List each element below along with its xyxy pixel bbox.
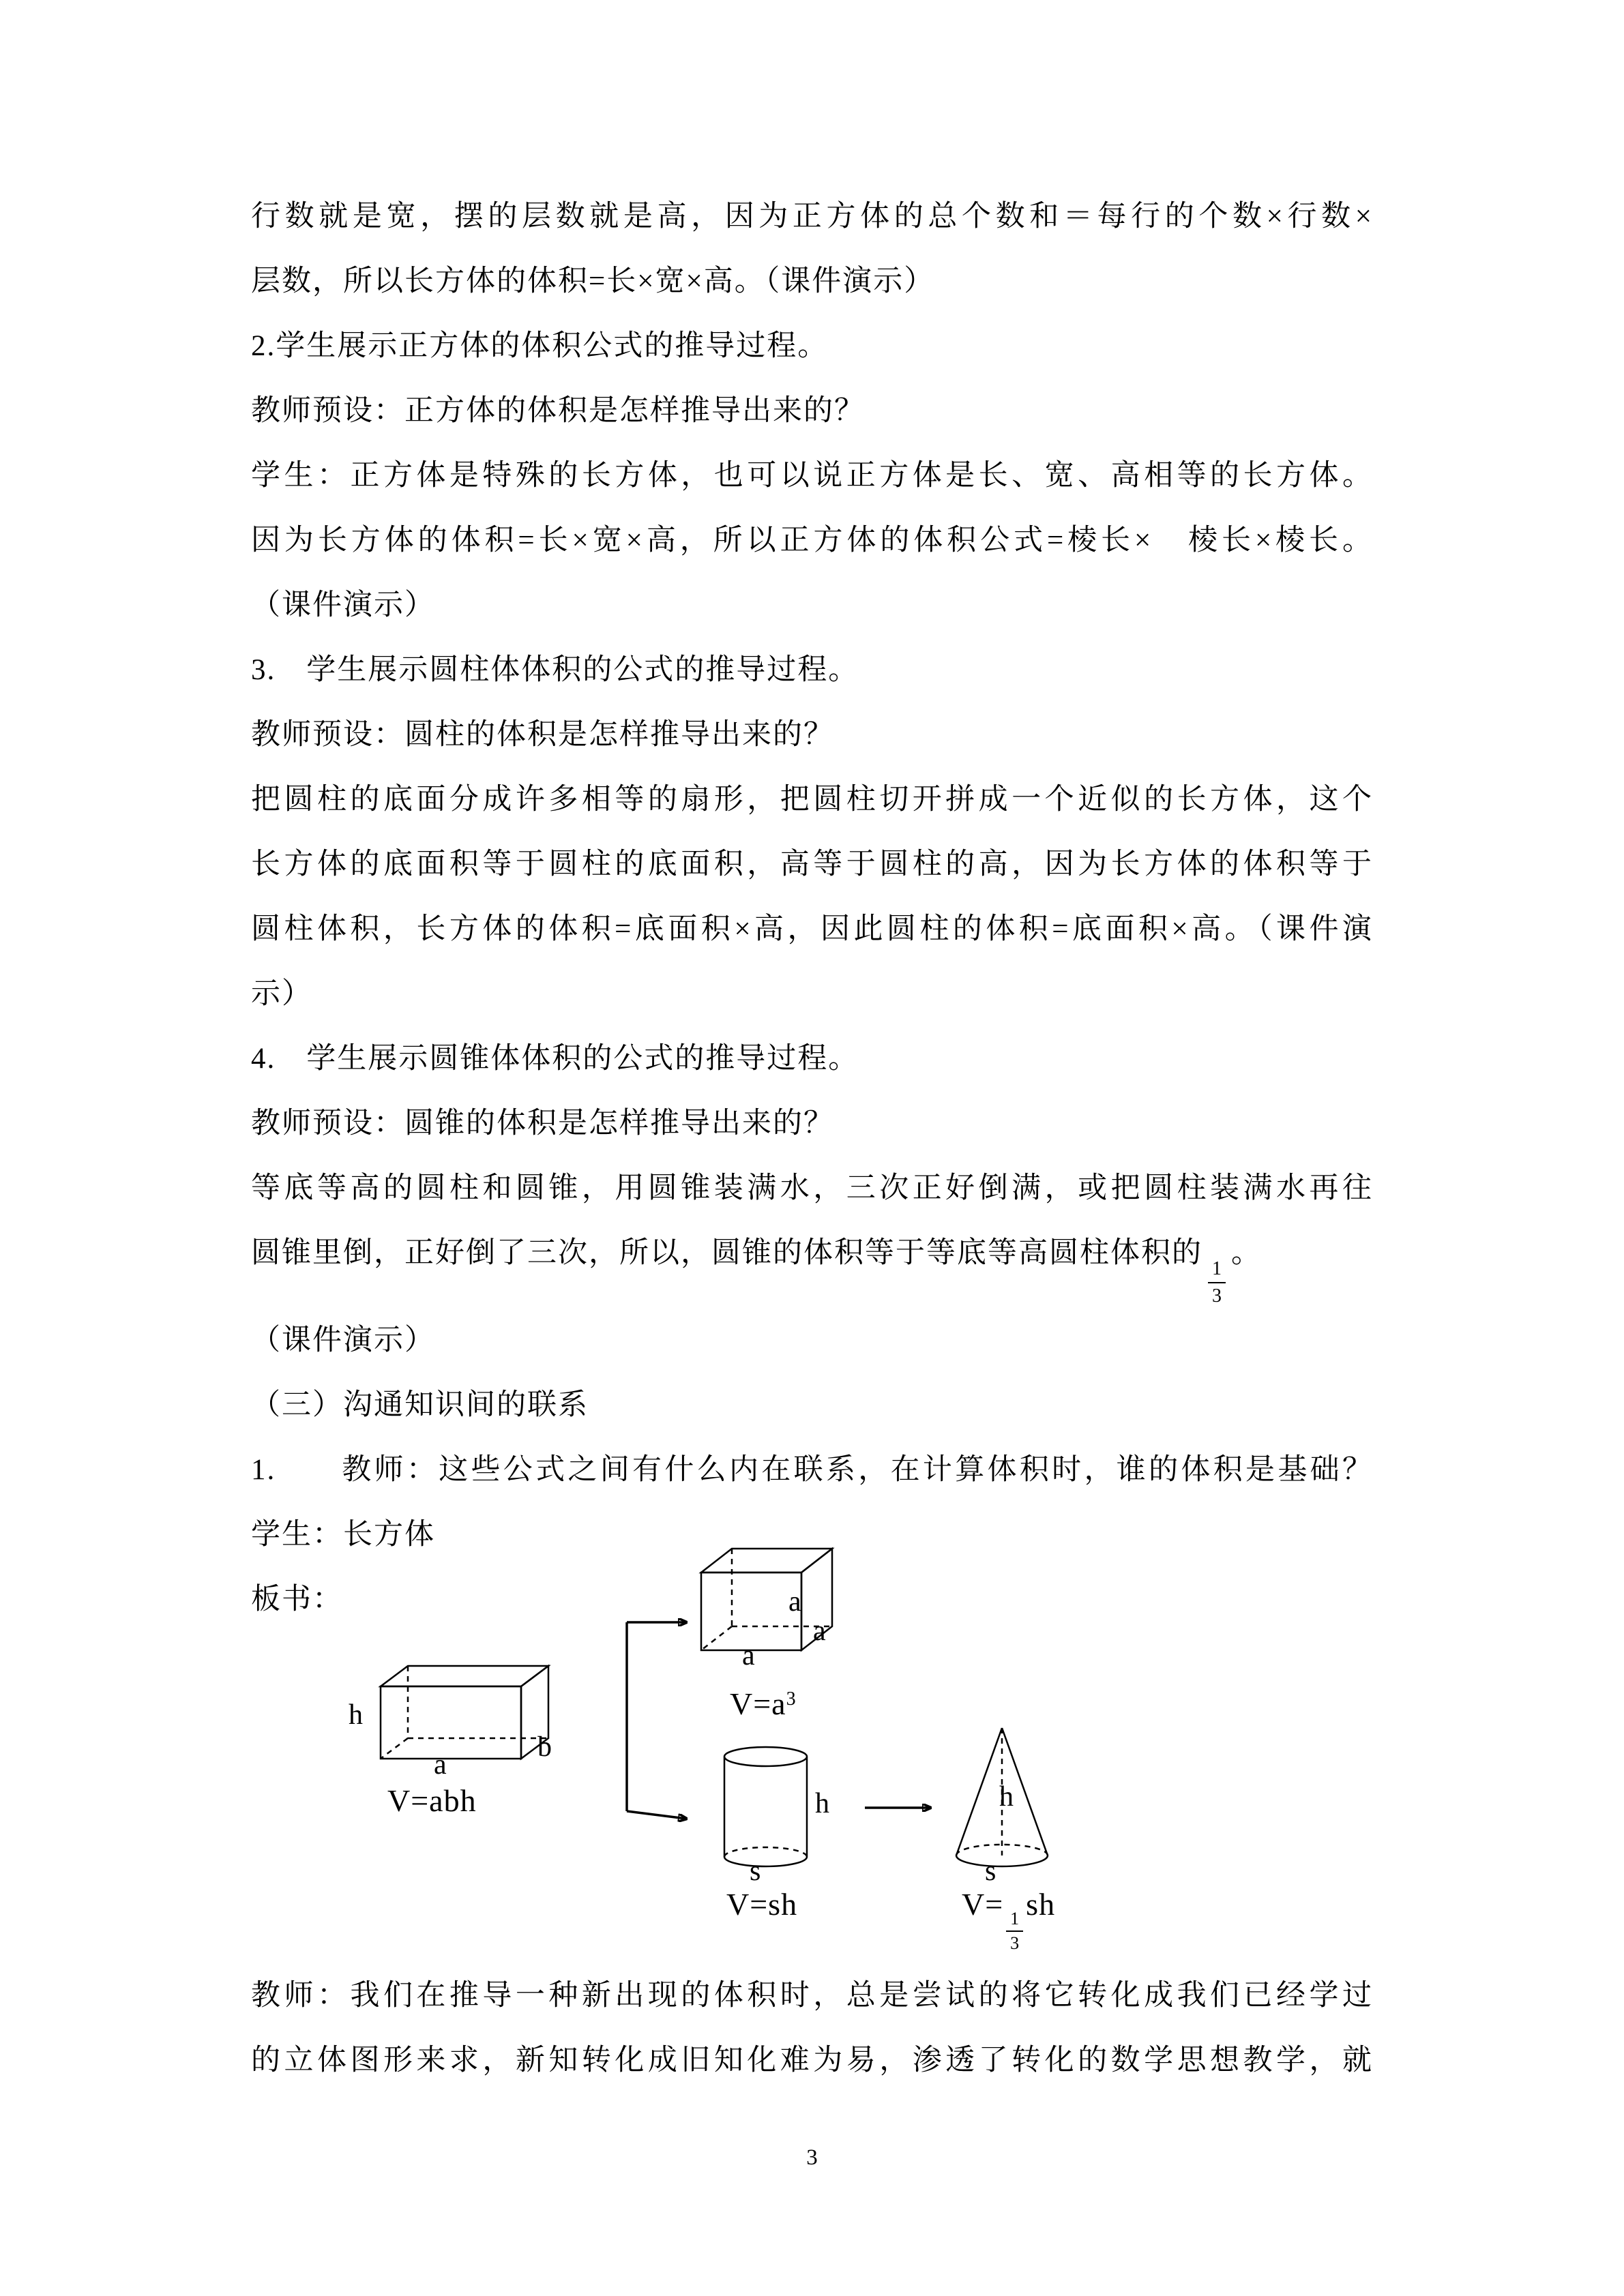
text-line: 教师预设：圆锥的体积是怎样推导出来的？ [251,1107,834,1139]
fraction-denominator: 3 [1212,1285,1222,1307]
cuboid-width-label: b [537,1731,552,1763]
page-footer [251,2126,1373,2190]
cube-formula-base: V=a [730,1686,786,1721]
text-line: 长方体的底面积等于圆柱的底面积，高等于圆柱的高，因为长方体的体积等于 [251,848,1373,880]
text-line: 3. 学生展示圆柱体体积的公式的推导过程。 [251,654,859,686]
text-line-with-fraction [251,1221,1373,1308]
volume-formulas-diagram [251,1480,1373,1957]
cuboid-length-label: a [434,1749,447,1780]
text-line: 圆柱体积，长方体的体积=底面积×高，因此圆柱的体积=底面积×高。（课件演 [251,913,1373,945]
cuboid-figure [381,1666,548,1759]
text-line: 层数，所以长方体的体积=长×宽×高。（课件演示） [251,265,935,297]
cone-formula-fraction [1006,1909,1023,1954]
text-line: 教师预设：正方体的体积是怎样推导出来的？ [251,395,865,427]
cone-height-label: h [999,1781,1014,1813]
cylinder-base-label: s [750,1855,761,1887]
cone-fraction-denominator: 3 [1010,1933,1020,1953]
cube-formula-exponent: 3 [786,1688,797,1710]
text-line: 4. 学生展示圆锥体体积的公式的推导过程。 [251,1043,859,1075]
text-line: 教师预设：圆柱的体积是怎样推导出来的？ [251,719,834,751]
cuboid-formula: V=abh [387,1783,477,1818]
text-line: 板书： [251,1583,343,1615]
one-third-fraction [1208,1257,1226,1308]
text-line: 学生：长方体 [251,1519,435,1551]
text-line: 学生：正方体是特殊的长方体，也可以说正方体是长、宽、高相等的长方体。 [251,460,1373,492]
text-line: 行数就是宽，摆的层数就是高，因为正方体的总个数和＝每行的个数×行数× [251,200,1373,233]
cylinder-figure [723,1746,808,1868]
text-line: 把圆柱的底面分成许多相等的扇形，把圆柱切开拼成一个近似的长方体，这个 [251,784,1373,816]
fraction-line-after: 。 [1231,1237,1262,1269]
branch-arrow-to-cylinder-icon [627,1811,686,1819]
text-line: 教师：我们在推导一种新出现的体积时，总是尝试的将它转化成我们已经学过 [251,1980,1373,2012]
cone-formula-suffix: sh [1026,1887,1056,1922]
text-line: （课件演示） [251,1324,435,1356]
cone-base-label: s [985,1855,996,1887]
fraction-numerator: 1 [1208,1257,1226,1283]
text-line: 示） [251,978,312,1010]
cube-formula [730,1682,797,1722]
cuboid-height-label: h [349,1699,363,1731]
cone-fraction-numerator: 1 [1006,1909,1023,1932]
text-line: 2.学生展示正方体的体积公式的推导过程。 [251,330,829,362]
cylinder-formula: V=sh [726,1887,798,1922]
text-line: 等底等高的圆柱和圆锥，用圆锥装满水，三次正好倒满，或把圆柱装满水再往 [251,1172,1373,1204]
cylinder-height-label: h [815,1788,829,1819]
cone-formula [962,1887,1055,1954]
text-line: （课件演示） [251,589,435,621]
cube-edge-label-top: a [788,1586,801,1617]
cube-edge-label-bottom: a [742,1640,755,1671]
cone-formula-prefix: V= [962,1887,1004,1922]
fraction-line-before: 圆锥里倒，正好倒了三次，所以，圆锥的体积等于等底等高圆柱体积的 [251,1237,1202,1269]
cube-edge-label-side: a [813,1615,826,1647]
text-line: 的立体图形来求，新知转化成旧知化难为易，渗透了转化的数学思想教学，就 [251,2044,1373,2076]
text-line: （三）沟通知识间的联系 [251,1389,589,1421]
text-line: 因为长方体的体积=长×宽×高，所以正方体的体积公式=棱长× 棱长×棱长。 [251,524,1373,556]
page-number: 3 [806,2145,818,2170]
text-line: 1. 教师：这些公式之间有什么内在联系，在计算体积时，谁的体积是基础？ [251,1454,1373,1486]
